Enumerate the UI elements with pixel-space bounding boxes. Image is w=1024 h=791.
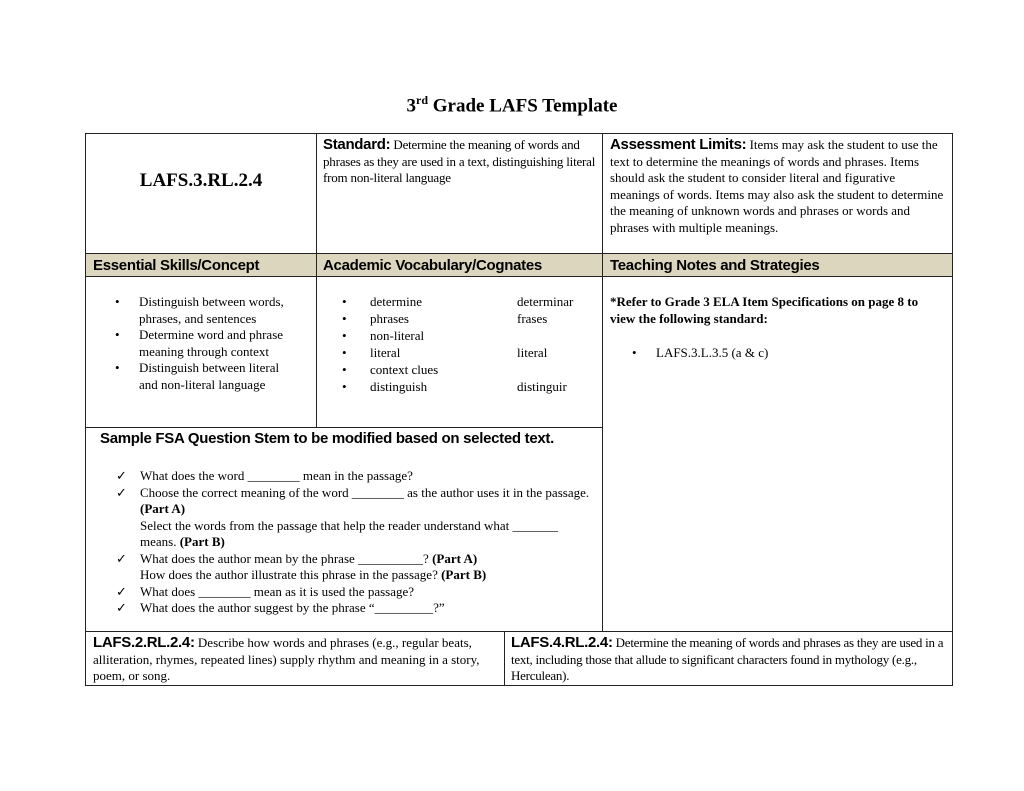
vocab-cognate: literal	[517, 345, 548, 360]
divider-footer-mid	[504, 632, 505, 685]
footer-right-text: Determine the meaning of words and phrases as they are used in a text, including those that allude to significant characters found in mythology (e.g., Herculean).	[511, 635, 944, 683]
sample-cell	[116, 468, 591, 617]
vocab-cognate: frases	[517, 311, 548, 326]
footer-left-label: LAFS.2.RL.2.4:	[93, 634, 195, 651]
divider-sample-top	[86, 427, 603, 428]
divider-row1	[86, 253, 952, 254]
assessment-cell	[610, 137, 946, 236]
skill-item: • Distinguish between literal and non-literal language	[115, 360, 295, 393]
vocab-cognate: distinguir	[517, 379, 567, 394]
checkmark-icon: ✓	[116, 600, 127, 615]
question-list	[116, 468, 591, 617]
divider-col1	[316, 134, 317, 428]
vocab-row: • determine determinar	[342, 294, 574, 309]
vocab-word: non-literal	[370, 328, 425, 343]
vocab-word: context clues	[370, 362, 439, 377]
notes-list	[632, 345, 945, 362]
vocab-row: • literal literal	[342, 345, 548, 360]
footer-left-text: Describe how words and phrases (e.g., regular beats, alliteration, rhymes, repeated lines) supply rhythm and meaning in a story, poem, or song.	[93, 635, 480, 683]
checkmark-icon: ✓	[116, 550, 127, 566]
vocab-cell	[342, 294, 597, 396]
vocab-header: Academic Vocabulary/Cognates	[323, 257, 542, 274]
footer-left-cell	[93, 635, 498, 685]
assessment-text: Items may ask the student to use the text to determine the meanings of words and phrases. Items should ask the student to consider literal and figurative meanings of words. Items may also ask the student to determine the meaning of unknown words and phrases or words and phrases with multiple meanings.	[610, 137, 944, 235]
vocab-word: distinguish	[370, 379, 428, 394]
checkmark-icon: ✓	[116, 583, 127, 599]
vocab-word: phrases	[370, 311, 409, 326]
page-title: 3rd Grade LAFS Template	[406, 93, 618, 117]
footer-right-cell	[511, 635, 946, 685]
sample-heading: Sample FSA Question Stem to be modified based on selected text.	[100, 430, 554, 447]
footer-right-label: LAFS.4.RL.2.4:	[511, 634, 613, 651]
notes-refer: *Refer to Grade 3 ELA Item Specifications on page 8 to view the following standard:	[610, 294, 919, 326]
divider-col2	[602, 134, 603, 631]
skills-header: Essential Skills/Concept	[93, 257, 260, 274]
vocab-row: • distinguish distinguir	[342, 379, 567, 394]
vocab-row: • non-literal	[342, 328, 425, 343]
vocab-word: determine	[370, 294, 422, 309]
standard-cell	[323, 137, 598, 187]
vocab-cognate: determinar	[517, 294, 574, 309]
question-item: ✓ What does the author suggest by the phrase “_________?”	[116, 600, 445, 615]
vocab-word: literal	[370, 345, 401, 360]
vocab-row: • phrases frases	[342, 311, 548, 326]
notes-item: • LAFS.3.L.3.5 (a & c)	[632, 345, 945, 362]
question-item: ✓ What does ________ mean as it is used the passage?	[116, 583, 415, 599]
checkmark-icon: ✓	[116, 468, 127, 483]
vocab-row: • context clues	[342, 362, 439, 377]
assessment-label: Assessment Limits:	[610, 136, 747, 153]
question-item: ✓ What does the word ________ mean in the passage?	[116, 468, 413, 483]
skills-list	[115, 294, 295, 393]
standard-text: Determine the meaning of words and phrases as they are used in a text, distinguishing literal from non-literal language	[323, 137, 596, 185]
skill-item: • Determine word and phrase meaning through context	[115, 327, 295, 360]
standard-code: LAFS.3.RL.2.4	[139, 170, 263, 191]
question-item: ✓ Choose the correct meaning of the word ________ as the author uses it in the passage. (Part A) Select the words from the passage that help the reader understand what _______ means. (Part B)	[116, 484, 590, 549]
skill-item: • Distinguish between words, phrases, and sentences	[115, 294, 295, 327]
notes-cell	[610, 294, 945, 362]
divider-header-bottom	[86, 276, 952, 277]
standard-label: Standard:	[323, 136, 391, 153]
checkmark-icon: ✓	[116, 484, 127, 500]
notes-header: Teaching Notes and Strategies	[610, 257, 820, 274]
divider-footer-top	[86, 631, 952, 632]
skills-cell	[115, 294, 295, 393]
question-item: ✓ What does the author mean by the phrase __________? (Part A) How does the author illustrate this phrase in the passage? (Part B)	[116, 550, 487, 582]
